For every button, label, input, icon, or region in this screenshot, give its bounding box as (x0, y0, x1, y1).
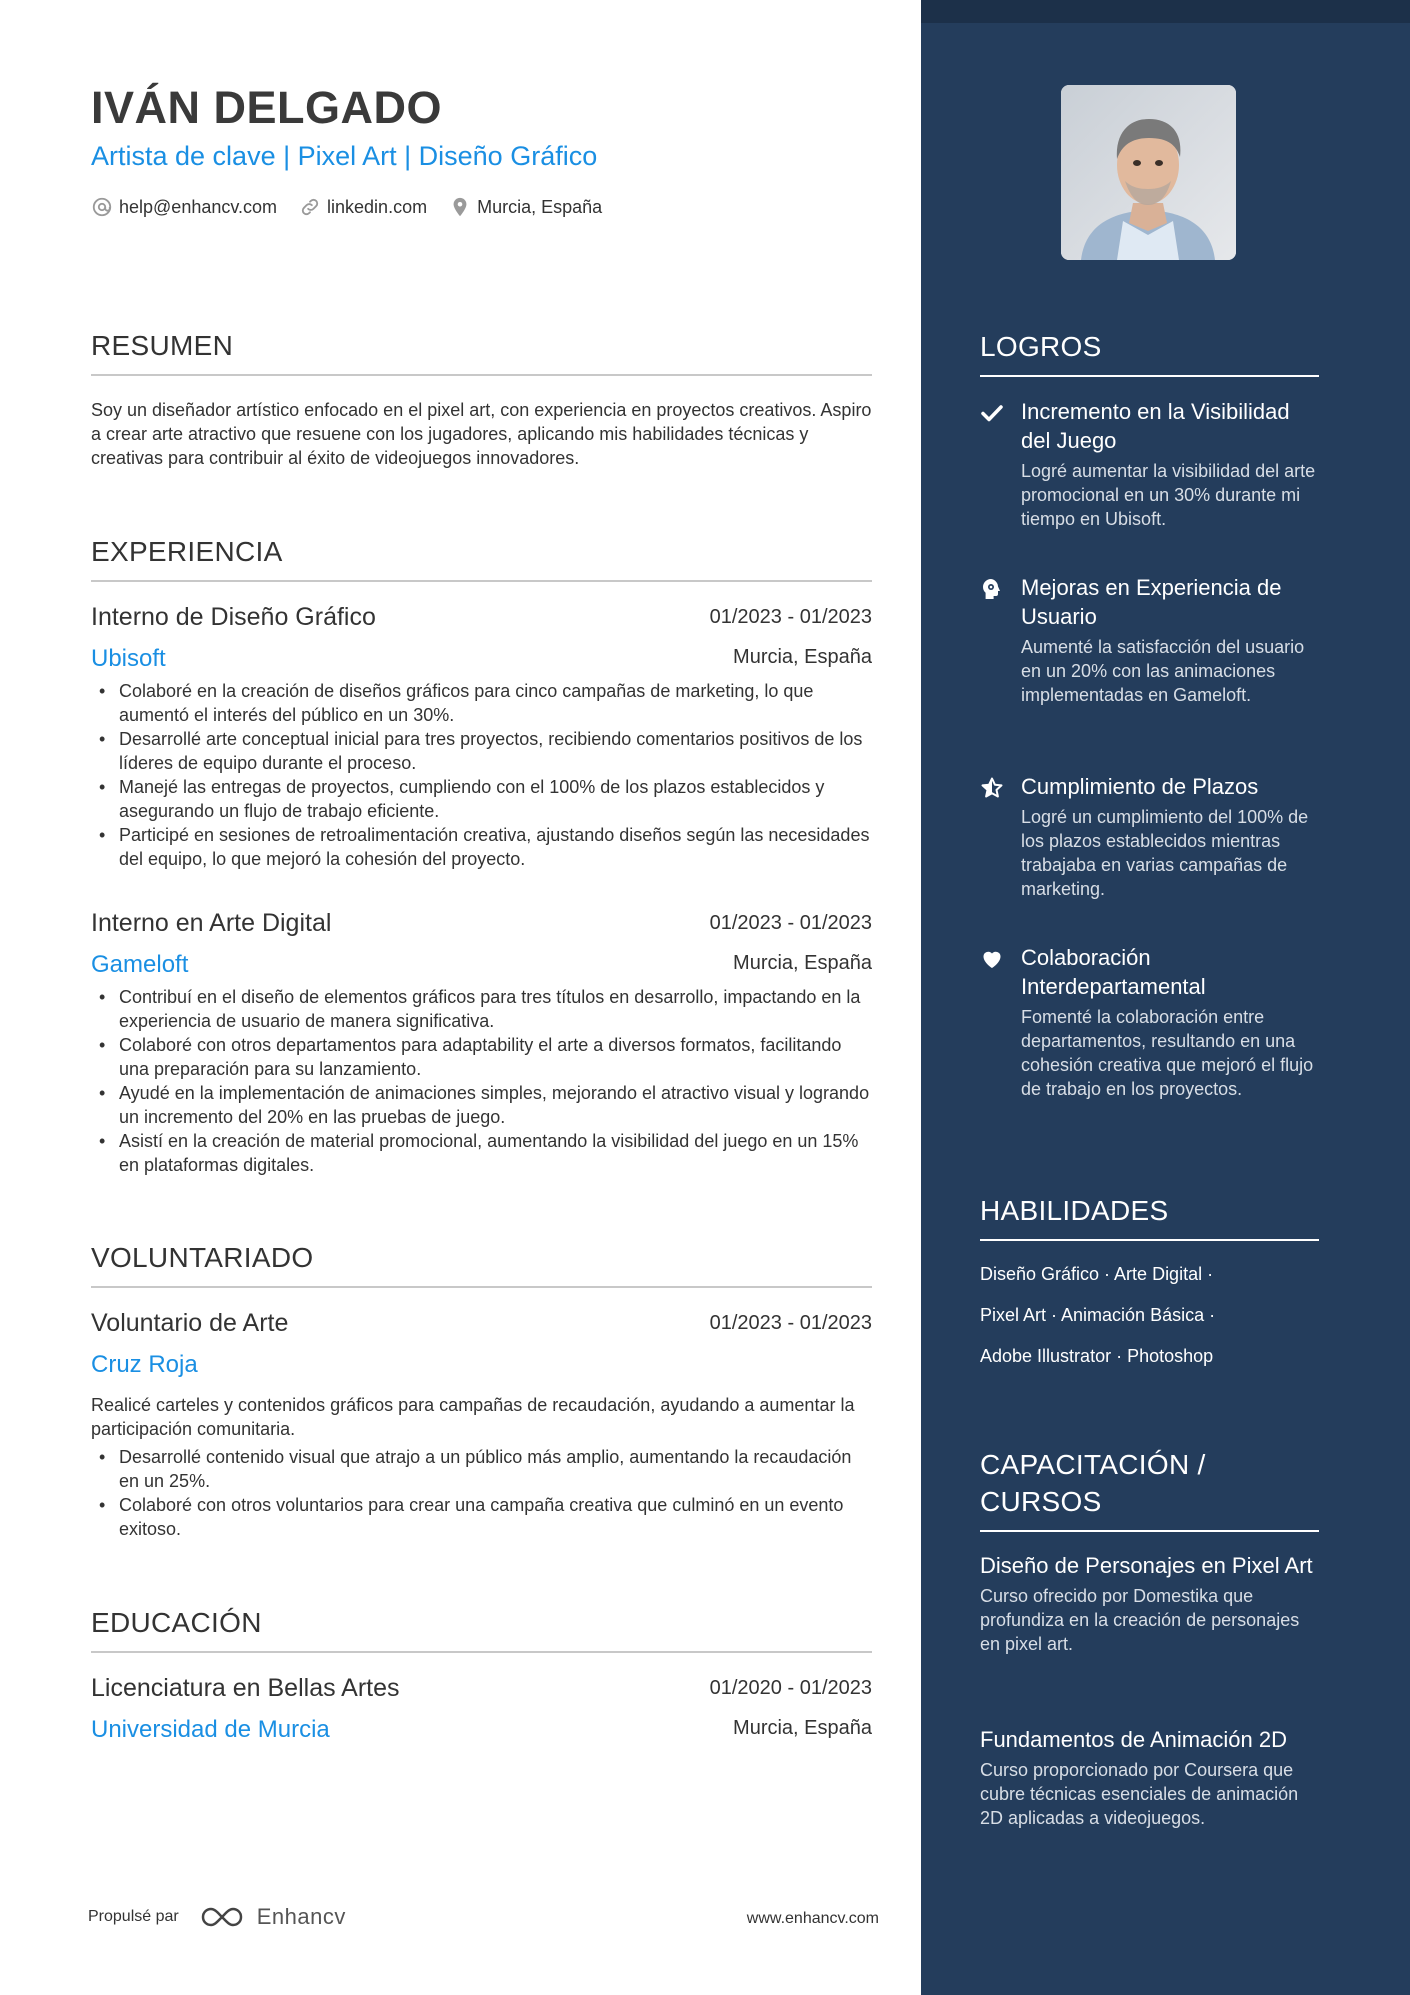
achievement-item (980, 772, 1320, 901)
bullet-item: • Desarrollé contenido visual que atrajo a un público más amplio, aumentando la recaudación en un 25%. (91, 1445, 872, 1493)
education-heading: EDUCACIÓN (91, 1607, 872, 1653)
summary-heading: RESUMEN (91, 330, 872, 376)
education-date: 01/2020 - 01/2023 (709, 1677, 872, 1699)
heart-icon (980, 947, 1004, 971)
achievement-desc: Aumenté la satisfacción del usuario en un 20% con las animaciones implementadas en Gameloft. (1021, 637, 1305, 705)
skills-list (980, 1254, 1320, 1377)
job-company[interactable]: Gameloft (91, 951, 189, 978)
bullet-item: • Colaboré con otros voluntarios para crear una campaña creativa que culminó en un evento exitoso. (91, 1493, 872, 1541)
education-degree: Licenciatura en Bellas Artes (91, 1674, 400, 1702)
achievement-item (980, 943, 1320, 1101)
bullet-item: • Asistí en la creación de material promocional, aumentando la visibilidad del juego en un 15% en plataformas digitales. (91, 1129, 872, 1177)
enhancv-brand: Enhancv (256, 1904, 346, 1929)
location-pin-icon (449, 196, 471, 218)
volunteer-heading: VOLUNTARIADO (91, 1242, 872, 1288)
contact-info (91, 196, 624, 218)
course-title: Diseño de Personajes en Pixel Art (980, 1553, 1313, 1578)
candidate-name: IVÁN DELGADO (91, 82, 443, 133)
achievement-title: Mejoras en Experiencia de Usuario (1021, 575, 1282, 629)
education-location: Murcia, España (733, 1717, 872, 1739)
footer-powered-by[interactable] (88, 1904, 346, 1930)
skills-line: Adobe Illustrator · Photoshop (980, 1346, 1214, 1366)
profile-photo (1061, 85, 1236, 260)
achievement-title: Colaboración Interdepartamental (1021, 945, 1206, 999)
bullet-item: • Colaboré con otros departamentos para adaptability el arte a diversos formatos, facilitando una preparación para su lanzamiento. (91, 1033, 872, 1081)
linkedin-text: linkedin.com (327, 196, 428, 217)
achievement-desc: Fomenté la colaboración entre departamentos, resultando en una cohesión creativa que mejoró el flujo de trabajo en los proyectos. (1021, 1007, 1314, 1099)
skills-line: Pixel Art · Animación Básica · (980, 1305, 1216, 1325)
course-desc: Curso proporcionado por Coursera que cubre técnicas esenciales de animación 2D aplicadas a videojuegos. (980, 1760, 1299, 1828)
job-bullets (91, 679, 872, 871)
achievement-title: Cumplimiento de Plazos (1021, 774, 1259, 799)
job-location: Murcia, España (733, 952, 872, 974)
bullet-item: • Colaboré en la creación de diseños gráficos para cinco campañas de marketing, lo que aumentó el interés del público en un 30%. (91, 679, 872, 727)
contact-linkedin[interactable] (299, 196, 427, 218)
bullet-item: • Participé en sesiones de retroalimentación creativa, ajustando diseños según las necesidades del equipo, lo que mejoró la cohesión del proyecto. (91, 823, 872, 871)
contact-email[interactable] (91, 196, 277, 218)
experience-heading: EXPERIENCIA (91, 536, 872, 582)
achievement-title: Incremento en la Visibilidad del Juego (1021, 399, 1290, 453)
summary-text: Soy un diseñador artístico enfocado en el pixel art, con experiencia en proyectos creativos. Aspiro a crear arte atractivo que resuene con los jugadores, aplicando mis habilidades técnicas y creativas para contribuir al éxito de videojuegos innovadores. (91, 400, 872, 468)
person-portrait-icon (1061, 85, 1236, 260)
volunteer-bullets (91, 1445, 872, 1541)
email-text: help@enhancv.com (119, 196, 278, 217)
job-date: 01/2023 - 01/2023 (709, 606, 872, 628)
education-school[interactable]: Universidad de Murcia (91, 1716, 330, 1743)
bullet-item: • Ayudé en la implementación de animaciones simples, mejorando el atractivo visual y logrando un incremento del 20% en las pruebas de juego. (91, 1081, 872, 1129)
achievement-desc: Logré aumentar la visibilidad del arte promocional en un 30% durante mi tiempo en Ubisoft. (1021, 461, 1316, 529)
skills-heading: HABILIDADES (980, 1192, 1319, 1241)
volunteer-organization[interactable]: Cruz Roja (91, 1351, 198, 1378)
powered-by-label: Propulsé par (88, 1908, 179, 1925)
job-company[interactable]: Ubisoft (91, 645, 166, 672)
bullet-item: • Desarrollé arte conceptual inicial para tres proyectos, recibiendo comentarios positivos de los líderes de equipo durante el proceso. (91, 727, 872, 775)
footer-website[interactable]: www.enhancv.com (746, 1910, 879, 1927)
bullet-item: • Manejé las entregas de proyectos, cumpliendo con el 100% de los plazos establecidos y asegurando un flujo de trabajo eficiente. (91, 775, 872, 823)
sidebar (921, 0, 1410, 1995)
at-icon (91, 196, 113, 218)
link-icon (299, 196, 321, 218)
achievements-heading: LOGROS (980, 328, 1319, 377)
bullet-item: • Contribuí en el diseño de elementos gráficos para tres títulos en desarrollo, impactando en la experiencia de usuario de manera significativa. (91, 985, 872, 1033)
head-gear-icon (980, 577, 1004, 601)
achievement-item (980, 573, 1320, 707)
candidate-title: Artista de clave | Pixel Art | Diseño Gráfico (91, 141, 598, 171)
course-item (980, 1725, 1320, 1830)
sidebar-top-bar (921, 0, 1410, 23)
star-icon (980, 776, 1004, 800)
job-title: Interno en Arte Digital (91, 909, 332, 937)
enhancv-logo-icon (199, 1904, 249, 1930)
location-text: Murcia, España (477, 196, 603, 217)
achievement-item (980, 397, 1320, 531)
achievement-desc: Logré un cumplimiento del 100% de los plazos establecidos mientras trabajaba en varias campañas de marketing. (1021, 807, 1309, 899)
volunteer-title: Voluntario de Arte (91, 1309, 289, 1337)
job-location: Murcia, España (733, 646, 872, 668)
courses-heading: CAPACITACIÓN / CURSOS (980, 1446, 1319, 1532)
course-desc: Curso ofrecido por Domestika que profundiza en la creación de personajes en pixel art. (980, 1586, 1300, 1654)
volunteer-text: Realicé carteles y contenidos gráficos para campañas de recaudación, ayudando a aumentar la participación comunitaria. (91, 1395, 855, 1439)
skills-line: Diseño Gráfico · Arte Digital · (980, 1264, 1214, 1284)
check-icon (980, 401, 1004, 425)
contact-location (449, 196, 602, 218)
job-title: Interno de Diseño Gráfico (91, 603, 376, 631)
course-item (980, 1551, 1320, 1656)
course-title: Fundamentos de Animación 2D (980, 1727, 1287, 1752)
job-bullets (91, 985, 872, 1177)
volunteer-date: 01/2023 - 01/2023 (709, 1312, 872, 1334)
job-date: 01/2023 - 01/2023 (709, 912, 872, 934)
